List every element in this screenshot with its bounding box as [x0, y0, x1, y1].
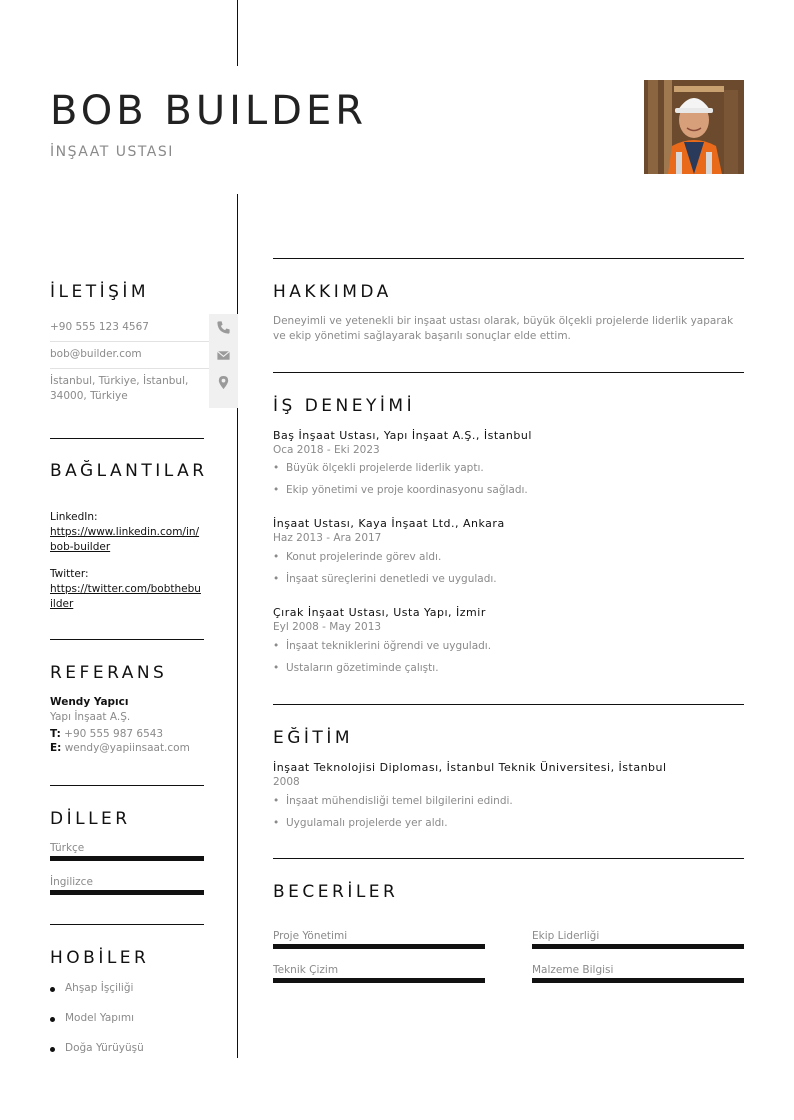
- reference-phone-label: T:: [50, 728, 61, 740]
- reference-email-value[interactable]: wendy@yapiinsaat.com: [64, 742, 190, 754]
- language-level-bar: [50, 890, 204, 895]
- contact-separator: [50, 341, 209, 342]
- contact-separator: [50, 368, 209, 369]
- skill-name: Teknik Çizim: [273, 964, 339, 976]
- job-title: İnşaat Ustası, Kaya İnşaat Ltd., Ankara: [273, 517, 505, 530]
- job-bullet: [273, 662, 439, 674]
- candidate-title: İNŞAAT USTASI: [50, 144, 174, 160]
- bullet-dot-icon: •: [273, 817, 280, 829]
- job-date: Haz 2013 - Ara 2017: [273, 532, 382, 544]
- bullet-dot-icon: •: [273, 484, 280, 496]
- section-divider: [273, 858, 744, 859]
- skill-name: Proje Yönetimi: [273, 930, 348, 942]
- job-title: Çırak İnşaat Ustası, Usta Yapı, İzmir: [273, 606, 486, 619]
- about-text: Deneyimli ve yetenekli bir inşaat ustası olarak, büyük ölçekli projelerde liderlik yaparak ve ekip yönetimi sağlayarak başarılı sonuçlar elde ettim.: [273, 315, 734, 342]
- hobby-text: Model Yapımı: [65, 1012, 134, 1024]
- job-bullet-text: Ustaların gözetiminde çalıştı.: [286, 662, 439, 674]
- worker-portrait-icon: [644, 80, 744, 174]
- skill-level-bar: [273, 944, 485, 949]
- education-bullet-text: Uygulamalı projelerde yer aldı.: [286, 817, 448, 829]
- section-divider: [50, 639, 204, 640]
- about-section-title: HAKKIMDA: [273, 282, 392, 302]
- job-bullet: [273, 551, 441, 563]
- hobby-text: Doğa Yürüyüşü: [65, 1042, 144, 1054]
- skill-level-bar: [532, 944, 744, 949]
- education-bullet-text: İnşaat mühendisliği temel bilgilerini edindi.: [286, 795, 513, 807]
- job-bullet-text: Büyük ölçekli projelerde liderlik yaptı.: [286, 462, 484, 474]
- education-degree: İnşaat Teknolojisi Diploması, İstanbul Teknik Üniversitesi, İstanbul: [273, 761, 667, 774]
- links-section-title: BAĞLANTILAR: [50, 461, 208, 481]
- reference-phone-value: +90 555 987 6543: [64, 728, 164, 740]
- bullet-dot-icon: •: [273, 662, 280, 674]
- linkedin-link[interactable]: https://www.linkedin.com/in/bob-builder: [50, 526, 200, 553]
- education-bullet: [273, 817, 448, 829]
- experience-section-title: İŞ DENEYİMİ: [273, 396, 416, 416]
- job-bullet: [273, 573, 497, 585]
- candidate-name: BOB BUILDER: [50, 88, 368, 134]
- section-divider: [50, 438, 204, 439]
- reference-phone: [50, 728, 163, 740]
- job-date: Oca 2018 - Eki 2023: [273, 444, 380, 456]
- skill-name: Ekip Liderliği: [532, 930, 600, 942]
- job-bullet: [273, 640, 491, 652]
- education-year: 2008: [273, 776, 300, 788]
- job-bullet-text: İnşaat süreçlerini denetledi ve uyguladı.: [286, 573, 497, 585]
- language-name: İngilizce: [50, 876, 93, 888]
- bullet-dot-icon: [50, 1047, 55, 1052]
- section-divider: [273, 704, 744, 705]
- bullet-dot-icon: •: [273, 551, 280, 563]
- contact-address: [50, 374, 238, 404]
- job-bullet-text: Ekip yönetimi ve proje koordinasyonu sağladı.: [286, 484, 528, 496]
- twitter-link[interactable]: https://twitter.com/bobthebuilder: [50, 583, 201, 610]
- job-title: Baş İnşaat Ustası, Yapı İnşaat A.Ş., İstanbul: [273, 429, 532, 442]
- bullet-dot-icon: •: [273, 795, 280, 807]
- education-section-title: EĞİTİM: [273, 728, 353, 748]
- job-bullet: [273, 462, 484, 474]
- reference-email-label: E:: [50, 742, 62, 754]
- skill-level-bar: [273, 978, 485, 983]
- bullet-dot-icon: [50, 987, 55, 992]
- contact-phone-text: +90 555 123 4567: [50, 321, 149, 333]
- contact-email[interactable]: [50, 347, 238, 362]
- education-bullet: [273, 795, 513, 807]
- contact-phone[interactable]: [50, 320, 238, 335]
- section-divider: [273, 372, 744, 373]
- bullet-dot-icon: •: [273, 640, 280, 652]
- reference-name: Wendy Yapıcı: [50, 696, 129, 708]
- linkedin-label: LinkedIn:: [50, 511, 98, 523]
- job-bullet-text: Konut projelerinde görev aldı.: [286, 551, 442, 563]
- reference-company: Yapı İnşaat A.Ş.: [50, 711, 131, 723]
- skill-name: Malzeme Bilgisi: [532, 964, 614, 976]
- job-bullet: [273, 484, 528, 496]
- twitter-label: Twitter:: [50, 568, 89, 580]
- contact-address-text: İstanbul, Türkiye, İstanbul, 34000, Türkiye: [50, 375, 189, 402]
- skill-level-bar: [532, 978, 744, 983]
- divider-top: [237, 0, 238, 66]
- languages-section-title: DİLLER: [50, 809, 131, 829]
- references-section-title: REFERANS: [50, 663, 168, 683]
- section-divider: [273, 258, 744, 259]
- section-divider: [50, 785, 204, 786]
- hobbies-section-title: HOBİLER: [50, 948, 150, 968]
- job-date: Eyl 2008 - May 2013: [273, 621, 382, 633]
- language-level-bar: [50, 856, 204, 861]
- language-name: Türkçe: [50, 842, 85, 854]
- contact-section-title: İLETİŞİM: [50, 282, 150, 302]
- bullet-dot-icon: •: [273, 573, 280, 585]
- bullet-dot-icon: •: [273, 462, 280, 474]
- bullet-dot-icon: [50, 1017, 55, 1022]
- hobby-text: Ahşap İşçiliği: [65, 982, 134, 994]
- contact-email-text: bob@builder.com: [50, 348, 142, 360]
- section-divider: [50, 924, 204, 925]
- reference-email: [50, 742, 190, 754]
- profile-photo: [644, 80, 744, 174]
- job-bullet-text: İnşaat tekniklerini öğrendi ve uyguladı.: [286, 640, 492, 652]
- skills-section-title: BECERİLER: [273, 882, 399, 902]
